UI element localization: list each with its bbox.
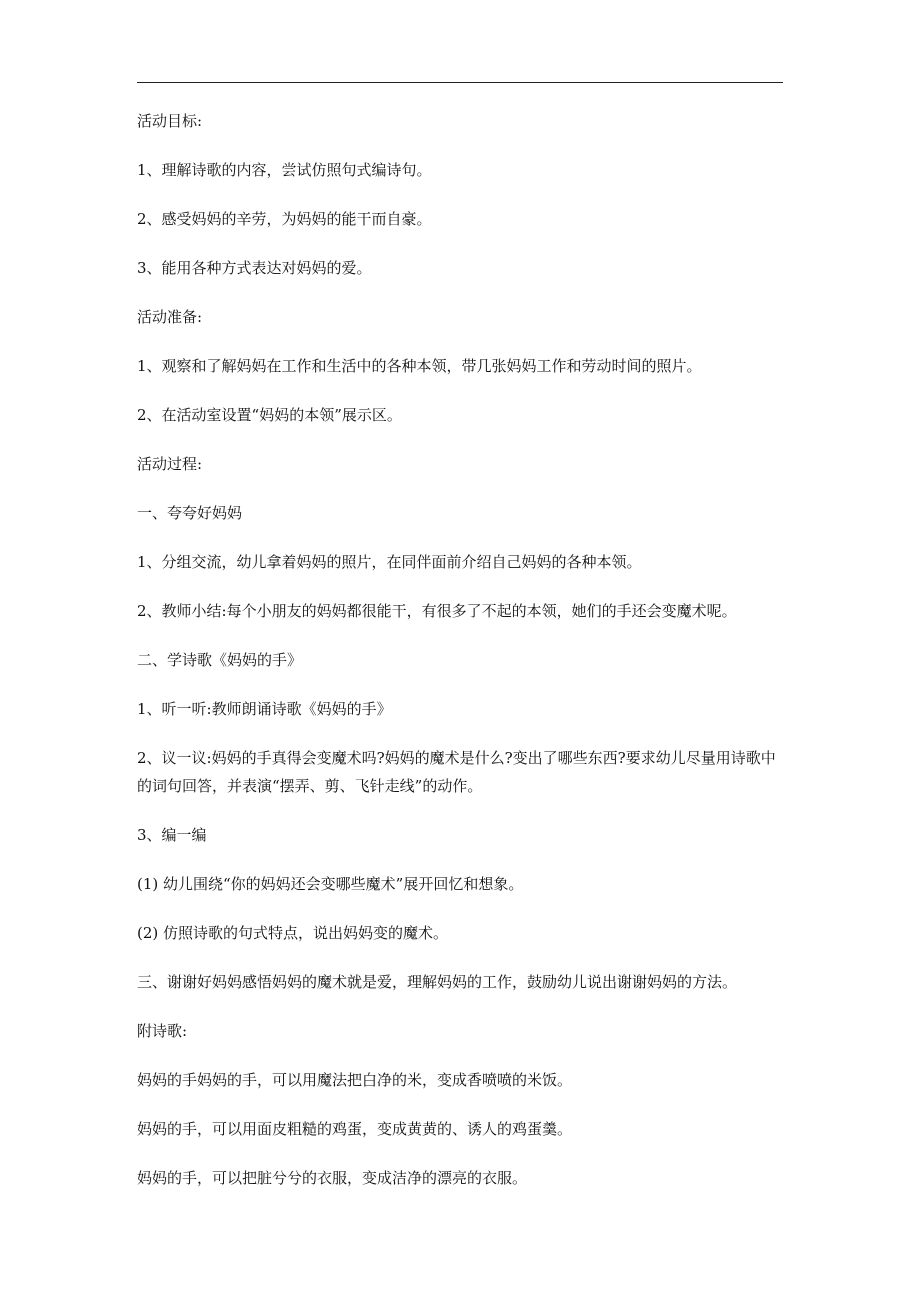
poem-line-3: 妈妈的手，可以把脏兮兮的衣服，变成洁净的漂亮的衣服。 (137, 1169, 528, 1187)
section-two-item-1: 1、听一听:教师朗诵诗歌《妈妈的手》 (137, 700, 392, 718)
section-two-item-3: 3、编一编 (137, 826, 207, 844)
section-two-item-2: 2、议一议:妈妈的手真得会变魔术吗?妈妈的魔术是什么?变出了哪些东西?要求幼儿尽量用诗歌中的词句回答，并表演“摆弄、剪、飞针走线”的动作。 (137, 749, 776, 795)
goal-item-2: 2、感受妈妈的辛劳，为妈妈的能干而自豪。 (137, 210, 432, 228)
document-body (137, 107, 787, 1213)
goal-item-3: 3、能用各种方式表达对妈妈的爱。 (137, 259, 372, 277)
heading-activity-goals: 活动目标: (137, 112, 203, 130)
sub-item-1: (1) 幼儿围绕“你的妈妈还会变哪些魔术”展开回忆和想象。 (137, 875, 524, 893)
section-one-item-1: 1、分组交流，幼儿拿着妈妈的照片，在同伴面前介绍自己妈妈的各种本领。 (137, 553, 642, 571)
sub-item-2: (2) 仿照诗歌的句式特点，说出妈妈变的魔术。 (137, 924, 449, 942)
goal-item-1: 1、理解诗歌的内容，尝试仿照句式编诗句。 (137, 161, 432, 179)
poem-line-2: 妈妈的手，可以用面皮粗糙的鸡蛋，变成黄黄的、诱人的鸡蛋羹。 (137, 1120, 573, 1138)
section-two-title: 二、学诗歌《妈妈的手》 (137, 651, 303, 669)
preparation-item-2: 2、在活动室设置“妈妈的本领”展示区。 (137, 406, 402, 424)
poem-line-1: 妈妈的手妈妈的手，可以用魔法把白净的米，变成香喷喷的米饭。 (137, 1071, 573, 1089)
heading-activity-preparation: 活动准备: (137, 308, 203, 326)
section-one-item-2: 2、教师小结:每个小朋友的妈妈都很能干，有很多了不起的本领，她们的手还会变魔术呢。 (137, 602, 737, 620)
preparation-item-1: 1、观察和了解妈妈在工作和生活中的各种本领，带几张妈妈工作和劳动时间的照片。 (137, 357, 702, 375)
section-three-title: 三、谢谢好妈妈感悟妈妈的魔术就是爱，理解妈妈的工作，鼓励幼儿说出谢谢妈妈的方法。 (137, 973, 738, 991)
section-one-title: 一、夸夸好妈妈 (137, 504, 243, 522)
header-rule (137, 82, 783, 83)
heading-appendix-poem: 附诗歌: (137, 1022, 188, 1040)
heading-activity-process: 活动过程: (137, 455, 203, 473)
